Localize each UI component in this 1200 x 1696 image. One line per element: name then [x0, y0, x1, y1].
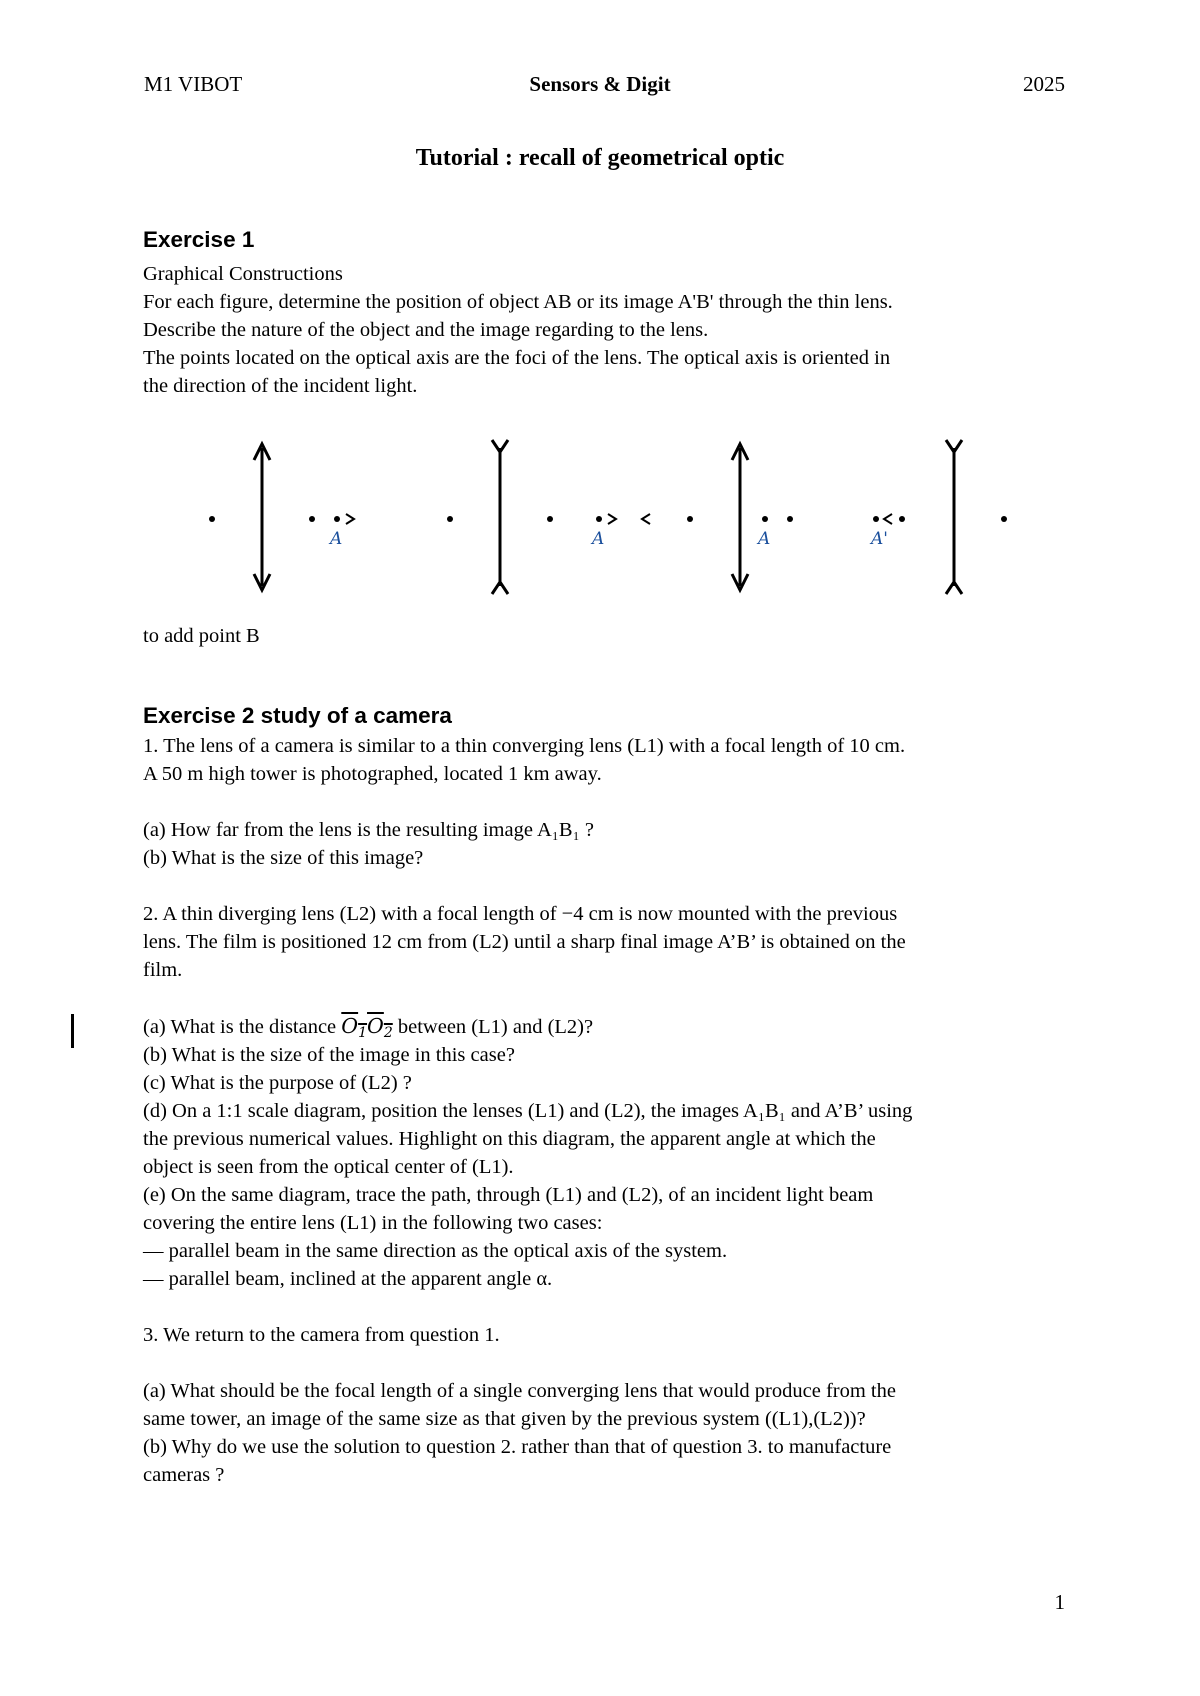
direction-chevron: [346, 514, 354, 524]
inverted-head-bottom: [946, 582, 962, 594]
question-line: (d) On a 1:1 scale diagram, position the lenses (L1) and (L2), the images A₁B₁ and A’B’ using: [143, 1100, 913, 1122]
focus-point: [547, 516, 553, 522]
question-2c: (c) What is the purpose of (L2) ?: [143, 1072, 412, 1094]
point-a: [762, 516, 768, 522]
question-line: 2. A thin diverging lens (L2) with a focal length of −4 cm is now mounted with the previous: [143, 903, 898, 925]
question-2a-text: (a) What is the distance: [143, 1016, 342, 1038]
question-2b: (b) What is the size of the image in this case?: [143, 1044, 515, 1066]
question-line: (e) On the same diagram, trace the path, through (L1) and (L2), of an incident light beam: [143, 1184, 874, 1206]
question-line: covering the entire lens (L1) in the following two cases:: [143, 1212, 603, 1234]
question-line: film.: [143, 959, 183, 981]
page-title: Tutorial : recall of geometrical optic: [415, 145, 785, 171]
focus-point: [447, 516, 453, 522]
direction-chevron: [608, 514, 616, 524]
focus-point: [209, 516, 215, 522]
question-line: lens. The film is positioned 12 cm from (L2) until a sharp final image A’B’ is obtained on the: [143, 931, 906, 953]
label-a: A: [592, 529, 605, 549]
header-course: M1 VIBOT: [144, 72, 243, 96]
distance-o1o2: $O_1O_2$: [341, 1014, 393, 1041]
question-3: 3. We return to the camera from question 1.: [143, 1324, 500, 1346]
question-line: (b) Why do we use the solution to question 2. rather than that of question 3. to manufacture: [143, 1436, 892, 1458]
question-1b: (b) What is the size of this image?: [143, 847, 424, 869]
exercise-1-line: Describe the nature of the object and the image regarding to the lens.: [143, 319, 709, 341]
header-year: 2025: [1023, 72, 1065, 96]
lens-diagram: [180, 436, 1060, 596]
note-text: to add point B: [143, 625, 260, 647]
point-a: [596, 516, 602, 522]
focus-point: [309, 516, 315, 522]
label-a-prime: A': [871, 529, 888, 549]
question-2a-text: between (L1) and (L2)?: [392, 1016, 594, 1038]
exercise-1-line: For each figure, determine the position of object AB or its image A'B' through the thin lens.: [143, 291, 893, 313]
page-number: 1: [1054, 1590, 1065, 1614]
exercise-1-section: [143, 226, 1083, 400]
question-2a: [143, 1012, 1083, 1041]
focus-point: [1001, 516, 1007, 522]
question-1a: (a) How far from the lens is the resulting image A₁B₁ ?: [143, 819, 594, 841]
label-a: A: [758, 529, 771, 549]
direction-chevron: [642, 514, 650, 524]
exercise-1-line: the direction of the incident light.: [143, 375, 418, 397]
question-line: A 50 m high tower is photographed, located 1 km away.: [143, 763, 602, 785]
point-a: [334, 516, 340, 522]
exercise-1-heading: Exercise 1: [143, 227, 255, 252]
exercise-2-heading: Exercise 2 study of a camera: [143, 703, 452, 728]
question-line: cameras ?: [143, 1464, 225, 1486]
focus-point: [787, 516, 793, 522]
question-line: the previous numerical values. Highlight on this diagram, the apparent angle at which the: [143, 1128, 876, 1150]
question-line: — parallel beam in the same direction as the optical axis of the system.: [143, 1240, 728, 1262]
inverted-head-top: [492, 440, 508, 452]
point-a-prime: [899, 516, 905, 522]
question-line: same tower, an image of the same size as that given by the previous system ((L1),(L2))?: [143, 1408, 866, 1430]
question-line: object is seen from the optical center of (L1).: [143, 1156, 514, 1178]
label-a: A: [330, 529, 343, 549]
question-line: 1. The lens of a camera is similar to a thin converging lens (L1) with a focal length of 10 cm.: [143, 735, 906, 757]
focus-point: [873, 516, 879, 522]
exercise-1-line: The points located on the optical axis are the foci of the lens. The optical axis is oriented in: [143, 347, 891, 369]
inverted-head-top: [946, 440, 962, 452]
focus-point: [687, 516, 693, 522]
direction-chevron: [884, 514, 892, 524]
exercise-1-note: [143, 622, 1083, 650]
text-cursor: [71, 1014, 74, 1048]
exercise-2-section: [143, 702, 1083, 1489]
exercise-1-line: Graphical Constructions: [143, 263, 343, 285]
header-subject: Sensors & Digit: [529, 72, 671, 96]
question-line: (a) What should be the focal length of a single converging lens that would produce from the: [143, 1380, 896, 1402]
question-line: — parallel beam, inclined at the apparent angle α.: [143, 1268, 553, 1290]
inverted-head-bottom: [492, 582, 508, 594]
